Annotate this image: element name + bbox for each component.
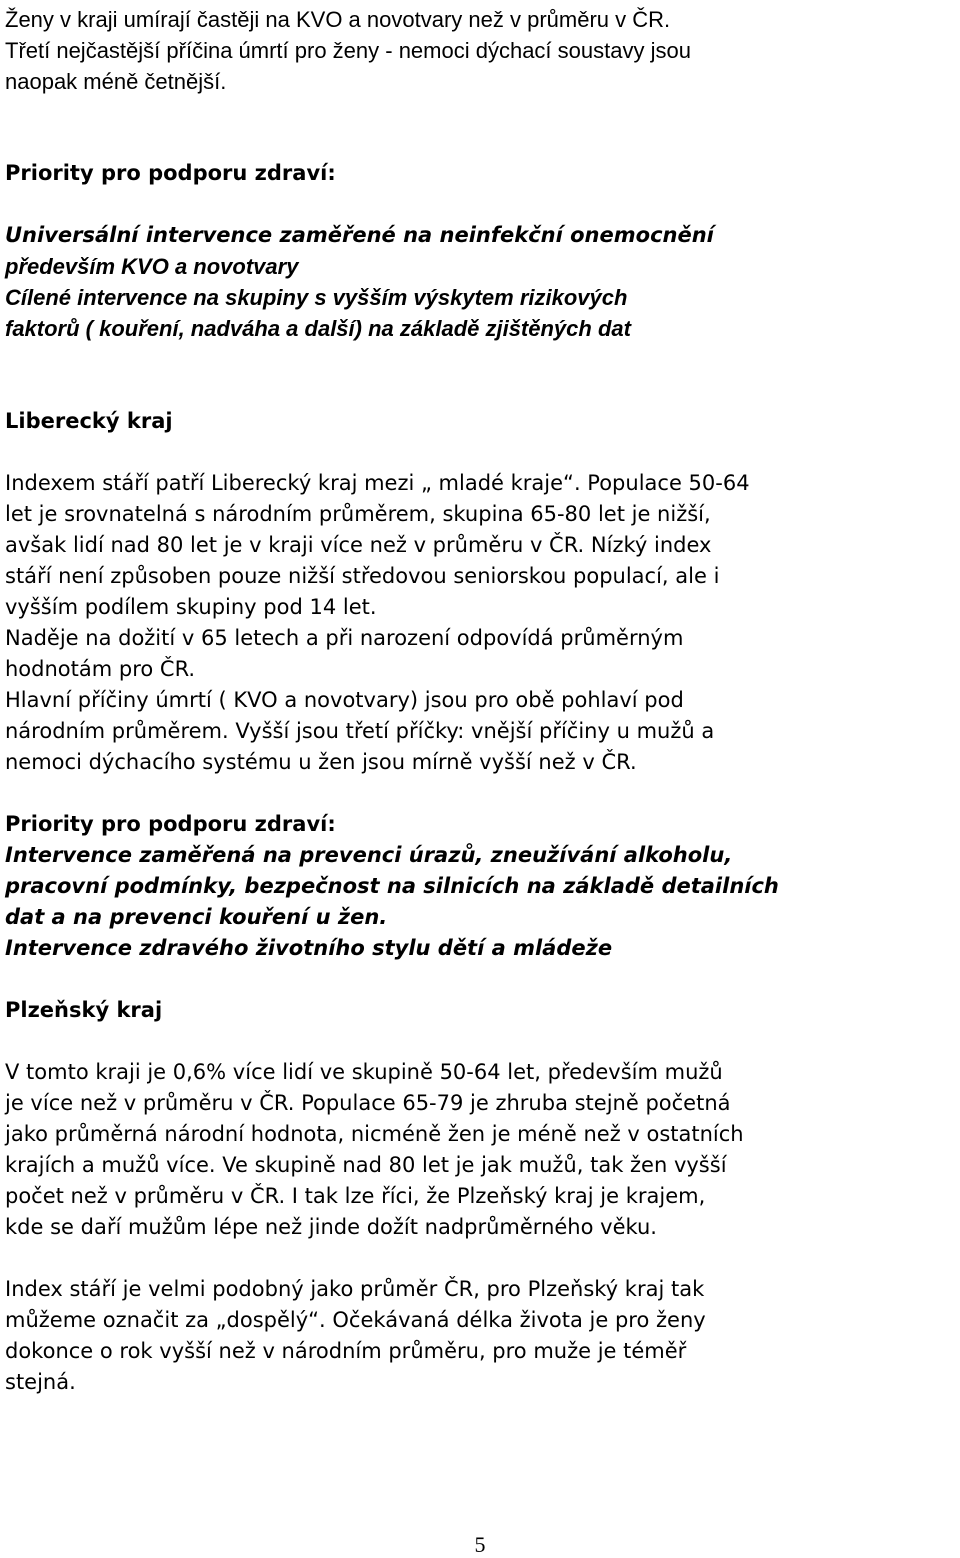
intro-line: naopak méně četnější.: [5, 69, 227, 94]
intro-line: Ženy v kraji umírají častěji na KVO a novotvary než v průměru v ČR.: [5, 7, 671, 32]
plzen-line: Index stáří je velmi podobný jako průměr ČR, pro Plzeňský kraj tak: [5, 1277, 705, 1301]
priority-line: Universální intervence zaměřené na neinfekční onemocnění: [5, 223, 714, 247]
priority-line: faktorů ( kouření, nadváha a další) na základě zjištěných dat: [5, 316, 631, 341]
plzen-line: dokonce o rok vyšší než v národním průměru, pro muže je téměř: [5, 1339, 687, 1363]
priorities-heading: Priority pro podporu zdraví:: [5, 161, 336, 185]
liberec-line: avšak lidí nad 80 let je v kraji více než v průměru v ČR. Nízký index: [5, 533, 712, 557]
priorities-heading: Priority pro podporu zdraví:: [5, 812, 336, 836]
section-heading-plzen: Plzeňský kraj: [5, 998, 163, 1022]
section-heading-liberec: Liberecký kraj: [5, 409, 173, 433]
liberec-line: Naděje na dožití v 65 letech a při narození odpovídá průměrným: [5, 626, 684, 650]
liberec-line: Indexem stáří patří Liberecký kraj mezi „ mladé kraje“. Populace 50-64: [5, 471, 750, 495]
priority-line: Intervence zdravého životního stylu dětí a mládeže: [5, 936, 613, 960]
intro-line: Třetí nejčastější příčina úmrtí pro ženy - nemoci dýchací soustavy jsou: [5, 38, 691, 63]
liberec-line: vyšším podílem skupiny pod 14 let.: [5, 595, 377, 619]
plzen-line: jako průměrná národní hodnota, nicméně žen je méně než v ostatních: [5, 1122, 744, 1146]
plzen-line: je více než v průměru v ČR. Populace 65-79 je zhruba stejně početná: [5, 1091, 731, 1115]
liberec-line: národním průměrem. Vyšší jsou třetí příčky: vnější příčiny u mužů a: [5, 719, 715, 743]
plzen-line: V tomto kraji je 0,6% více lidí ve skupině 50-64 let, především mužů: [5, 1060, 723, 1084]
liberec-line: nemoci dýchacího systému u žen jsou mírně vyšší než v ČR.: [5, 750, 637, 774]
plzen-line: krajích a mužů více. Ve skupině nad 80 let je jak mužů, tak žen vyšší: [5, 1153, 727, 1177]
priority-line: Intervence zaměřená na prevenci úrazů, zneužívání alkoholu,: [5, 843, 733, 867]
page-number: 5: [474, 1532, 486, 1557]
priority-line: pracovní podmínky, bezpečnost na silnicích na základě detailních: [5, 874, 779, 898]
liberec-line: Hlavní příčiny úmrtí ( KVO a novotvary) jsou pro obě pohlaví pod: [5, 688, 684, 712]
liberec-line: let je srovnatelná s národním průměrem, skupina 65-80 let je nižší,: [5, 502, 711, 526]
priority-line: především KVO a novotvary: [5, 254, 299, 279]
priority-line: dat a na prevenci kouření u žen.: [5, 905, 388, 929]
plzen-line: počet než v průměru v ČR. I tak lze říci, že Plzeňský kraj je krajem,: [5, 1184, 706, 1208]
priority-line: Cílené intervence na skupiny s vyšším výskytem rizikových: [5, 285, 628, 310]
plzen-line: stejná.: [5, 1370, 76, 1394]
plzen-line: můžeme označit za „dospělý“. Očekávaná délka života je pro ženy: [5, 1308, 706, 1332]
plzen-line: kde se daří mužům lépe než jinde dožít nadprůměrného věku.: [5, 1215, 657, 1239]
liberec-line: hodnotám pro ČR.: [5, 657, 196, 681]
liberec-line: stáří není způsoben pouze nižší středovou seniorskou populací, ale i: [5, 564, 720, 588]
